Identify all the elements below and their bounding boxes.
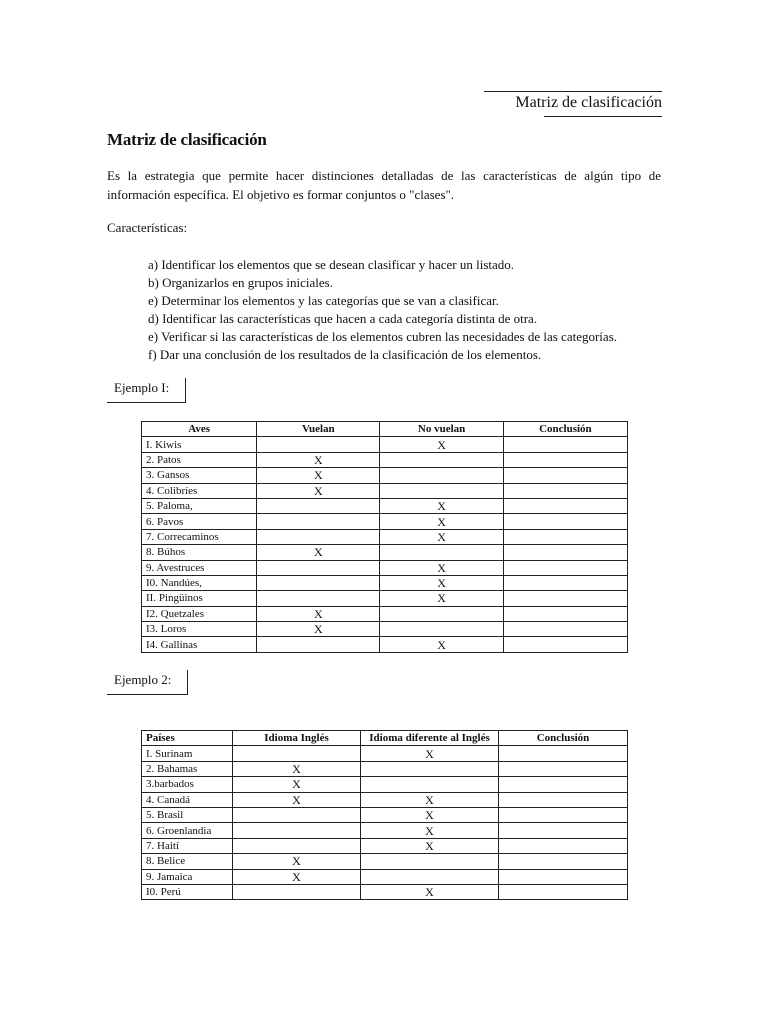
table-cell xyxy=(499,869,628,884)
column-header: Vuelan xyxy=(257,422,380,437)
running-header-title: Matriz de clasificación xyxy=(515,94,662,111)
table-cell xyxy=(257,591,380,606)
table-row xyxy=(142,761,628,776)
table-cell: X xyxy=(380,514,503,529)
table-cell xyxy=(257,514,380,529)
table-cell xyxy=(233,746,361,761)
table-cell xyxy=(503,606,627,621)
table-row xyxy=(142,575,628,590)
row-label-cell: I2. Quetzales xyxy=(142,606,257,621)
table-cell xyxy=(503,437,627,452)
table-cell: X xyxy=(361,746,499,761)
table-cell xyxy=(380,483,503,498)
table-cell: X xyxy=(257,622,380,637)
table-cell xyxy=(499,761,628,776)
row-label-cell: II. Pingüinos xyxy=(142,591,257,606)
column-header: No vuelan xyxy=(380,422,503,437)
table-row xyxy=(142,746,628,761)
table-cell xyxy=(503,545,627,560)
table-cell: X xyxy=(380,437,503,452)
table-cell: X xyxy=(257,452,380,467)
table-cell: X xyxy=(361,838,499,853)
column-header: Conclusión xyxy=(499,731,628,746)
table-row xyxy=(142,637,628,652)
table-cell: X xyxy=(380,560,503,575)
row-label-cell: 4. Colibríes xyxy=(142,483,257,498)
table-cell xyxy=(499,854,628,869)
table-row xyxy=(142,777,628,792)
table-cell xyxy=(503,498,627,513)
table-cell xyxy=(380,452,503,467)
example-1-table-body xyxy=(142,437,628,652)
table-cell xyxy=(499,823,628,838)
row-label-cell: 6. Groenlandia xyxy=(142,823,233,838)
row-label-cell: 6. Pavos xyxy=(142,514,257,529)
table-row xyxy=(142,514,628,529)
characteristic-item: e) Determinar los elementos y las categorías que se van a clasificar. xyxy=(148,293,499,308)
row-label-cell: 2. Patos xyxy=(142,452,257,467)
table-cell: X xyxy=(233,792,361,807)
row-label-cell: 5. Paloma, xyxy=(142,498,257,513)
characteristics-label: Características: xyxy=(107,220,188,235)
table-cell: X xyxy=(380,591,503,606)
row-label-cell: 3. Gansos xyxy=(142,468,257,483)
characteristics-list xyxy=(148,256,617,364)
table-cell xyxy=(257,637,380,652)
table-row xyxy=(142,622,628,637)
row-label-cell: 9. Avestruces xyxy=(142,560,257,575)
table-row xyxy=(142,807,628,822)
header-rule-bottom xyxy=(544,116,662,117)
table-cell xyxy=(257,560,380,575)
table-cell: X xyxy=(361,884,499,899)
table-cell: X xyxy=(257,545,380,560)
characteristic-item: a) Identificar los elementos que se desean clasificar y hacer un listado. xyxy=(148,257,515,272)
table-header-row xyxy=(142,422,628,437)
example-1-table xyxy=(141,421,628,653)
table-cell xyxy=(503,637,627,652)
table-cell xyxy=(503,529,627,544)
table-cell: X xyxy=(257,468,380,483)
table-cell xyxy=(503,452,627,467)
table-cell: X xyxy=(233,854,361,869)
table-row xyxy=(142,452,628,467)
column-header: Idioma diferente al Inglés xyxy=(361,731,499,746)
table-row xyxy=(142,884,628,899)
table-cell xyxy=(499,746,628,761)
table-cell: X xyxy=(233,869,361,884)
row-label-cell: 8. Belice xyxy=(142,854,233,869)
table-cell: X xyxy=(233,761,361,776)
table-cell xyxy=(499,807,628,822)
table-row xyxy=(142,498,628,513)
row-label-cell: I0. Perú xyxy=(142,884,233,899)
table-row xyxy=(142,823,628,838)
table-cell xyxy=(233,884,361,899)
table-row xyxy=(142,591,628,606)
row-label-cell: I0. Nandúes, xyxy=(142,575,257,590)
table-cell: X xyxy=(361,807,499,822)
characteristic-item: d) Identificar las características que hacen a cada categoría distinta de otra. xyxy=(148,311,538,326)
table-cell: X xyxy=(361,823,499,838)
table-cell xyxy=(361,854,499,869)
row-label-cell: 9. Jamaica xyxy=(142,869,233,884)
row-label-cell: 3.barbados xyxy=(142,777,233,792)
table-cell xyxy=(257,437,380,452)
table-row xyxy=(142,545,628,560)
document-title: Matriz de clasificación xyxy=(107,130,267,149)
table-row xyxy=(142,437,628,452)
row-label-cell: 2. Bahamas xyxy=(142,761,233,776)
table-cell xyxy=(503,560,627,575)
table-row xyxy=(142,838,628,853)
column-header: Idioma Inglés xyxy=(233,731,361,746)
example-2-label: Ejemplo 2: xyxy=(107,670,188,695)
characteristic-item: f) Dar una conclusión de los resultados de la clasificación de los elementos. xyxy=(148,347,542,362)
table-cell xyxy=(361,777,499,792)
table-cell xyxy=(499,777,628,792)
row-label-cell: I4. Gallinas xyxy=(142,637,257,652)
table-cell xyxy=(257,498,380,513)
table-cell xyxy=(499,884,628,899)
table-cell xyxy=(499,792,628,807)
table-cell xyxy=(499,838,628,853)
table-cell: X xyxy=(380,575,503,590)
row-label-cell: I3. Loros xyxy=(142,622,257,637)
example-1-label: Ejemplo I: xyxy=(107,378,186,403)
table-cell: X xyxy=(380,498,503,513)
table-cell xyxy=(503,468,627,483)
table-row xyxy=(142,792,628,807)
row-label-cell: 7. Haití xyxy=(142,838,233,853)
table-row xyxy=(142,606,628,621)
table-cell xyxy=(503,622,627,637)
table-cell xyxy=(257,529,380,544)
row-label-cell: I. Surinam xyxy=(142,746,233,761)
table-row xyxy=(142,468,628,483)
table-row xyxy=(142,854,628,869)
characteristic-item: e) Verificar si las características de los elementos cubren las necesidades de las categorías. xyxy=(148,329,617,344)
table-cell xyxy=(380,622,503,637)
table-cell: X xyxy=(380,529,503,544)
table-row xyxy=(142,869,628,884)
table-cell xyxy=(503,591,627,606)
table-cell xyxy=(233,838,361,853)
table-cell xyxy=(503,483,627,498)
row-label-cell: I. Kiwis xyxy=(142,437,257,452)
column-header: Aves xyxy=(142,422,257,437)
table-row xyxy=(142,483,628,498)
example-2-table xyxy=(141,730,628,900)
example-2-table-body xyxy=(142,746,628,900)
table-cell xyxy=(361,761,499,776)
row-label-cell: 7. Correcaminos xyxy=(142,529,257,544)
column-header: Países xyxy=(142,731,233,746)
table-cell xyxy=(380,545,503,560)
row-label-cell: 4. Canadá xyxy=(142,792,233,807)
table-cell xyxy=(361,869,499,884)
intro-paragraph: Es la estrategia que permite hacer distinciones detalladas de las características de algún tipo de información específica. El objetivo es formar conjuntos o "clases". xyxy=(107,168,661,202)
table-cell xyxy=(233,807,361,822)
table-cell: X xyxy=(257,606,380,621)
table-cell xyxy=(380,606,503,621)
characteristic-item: b) Organizarlos en grupos iniciales. xyxy=(148,275,333,290)
column-header: Conclusión xyxy=(503,422,627,437)
table-cell xyxy=(257,575,380,590)
table-cell xyxy=(233,823,361,838)
table-cell xyxy=(503,575,627,590)
row-label-cell: 5. Brasil xyxy=(142,807,233,822)
table-cell xyxy=(380,468,503,483)
table-cell: X xyxy=(361,792,499,807)
table-cell: X xyxy=(257,483,380,498)
table-row xyxy=(142,560,628,575)
table-cell: X xyxy=(380,637,503,652)
table-cell: X xyxy=(233,777,361,792)
table-row xyxy=(142,529,628,544)
table-cell xyxy=(503,514,627,529)
table-header-row xyxy=(142,731,628,746)
row-label-cell: 8. Búhos xyxy=(142,545,257,560)
